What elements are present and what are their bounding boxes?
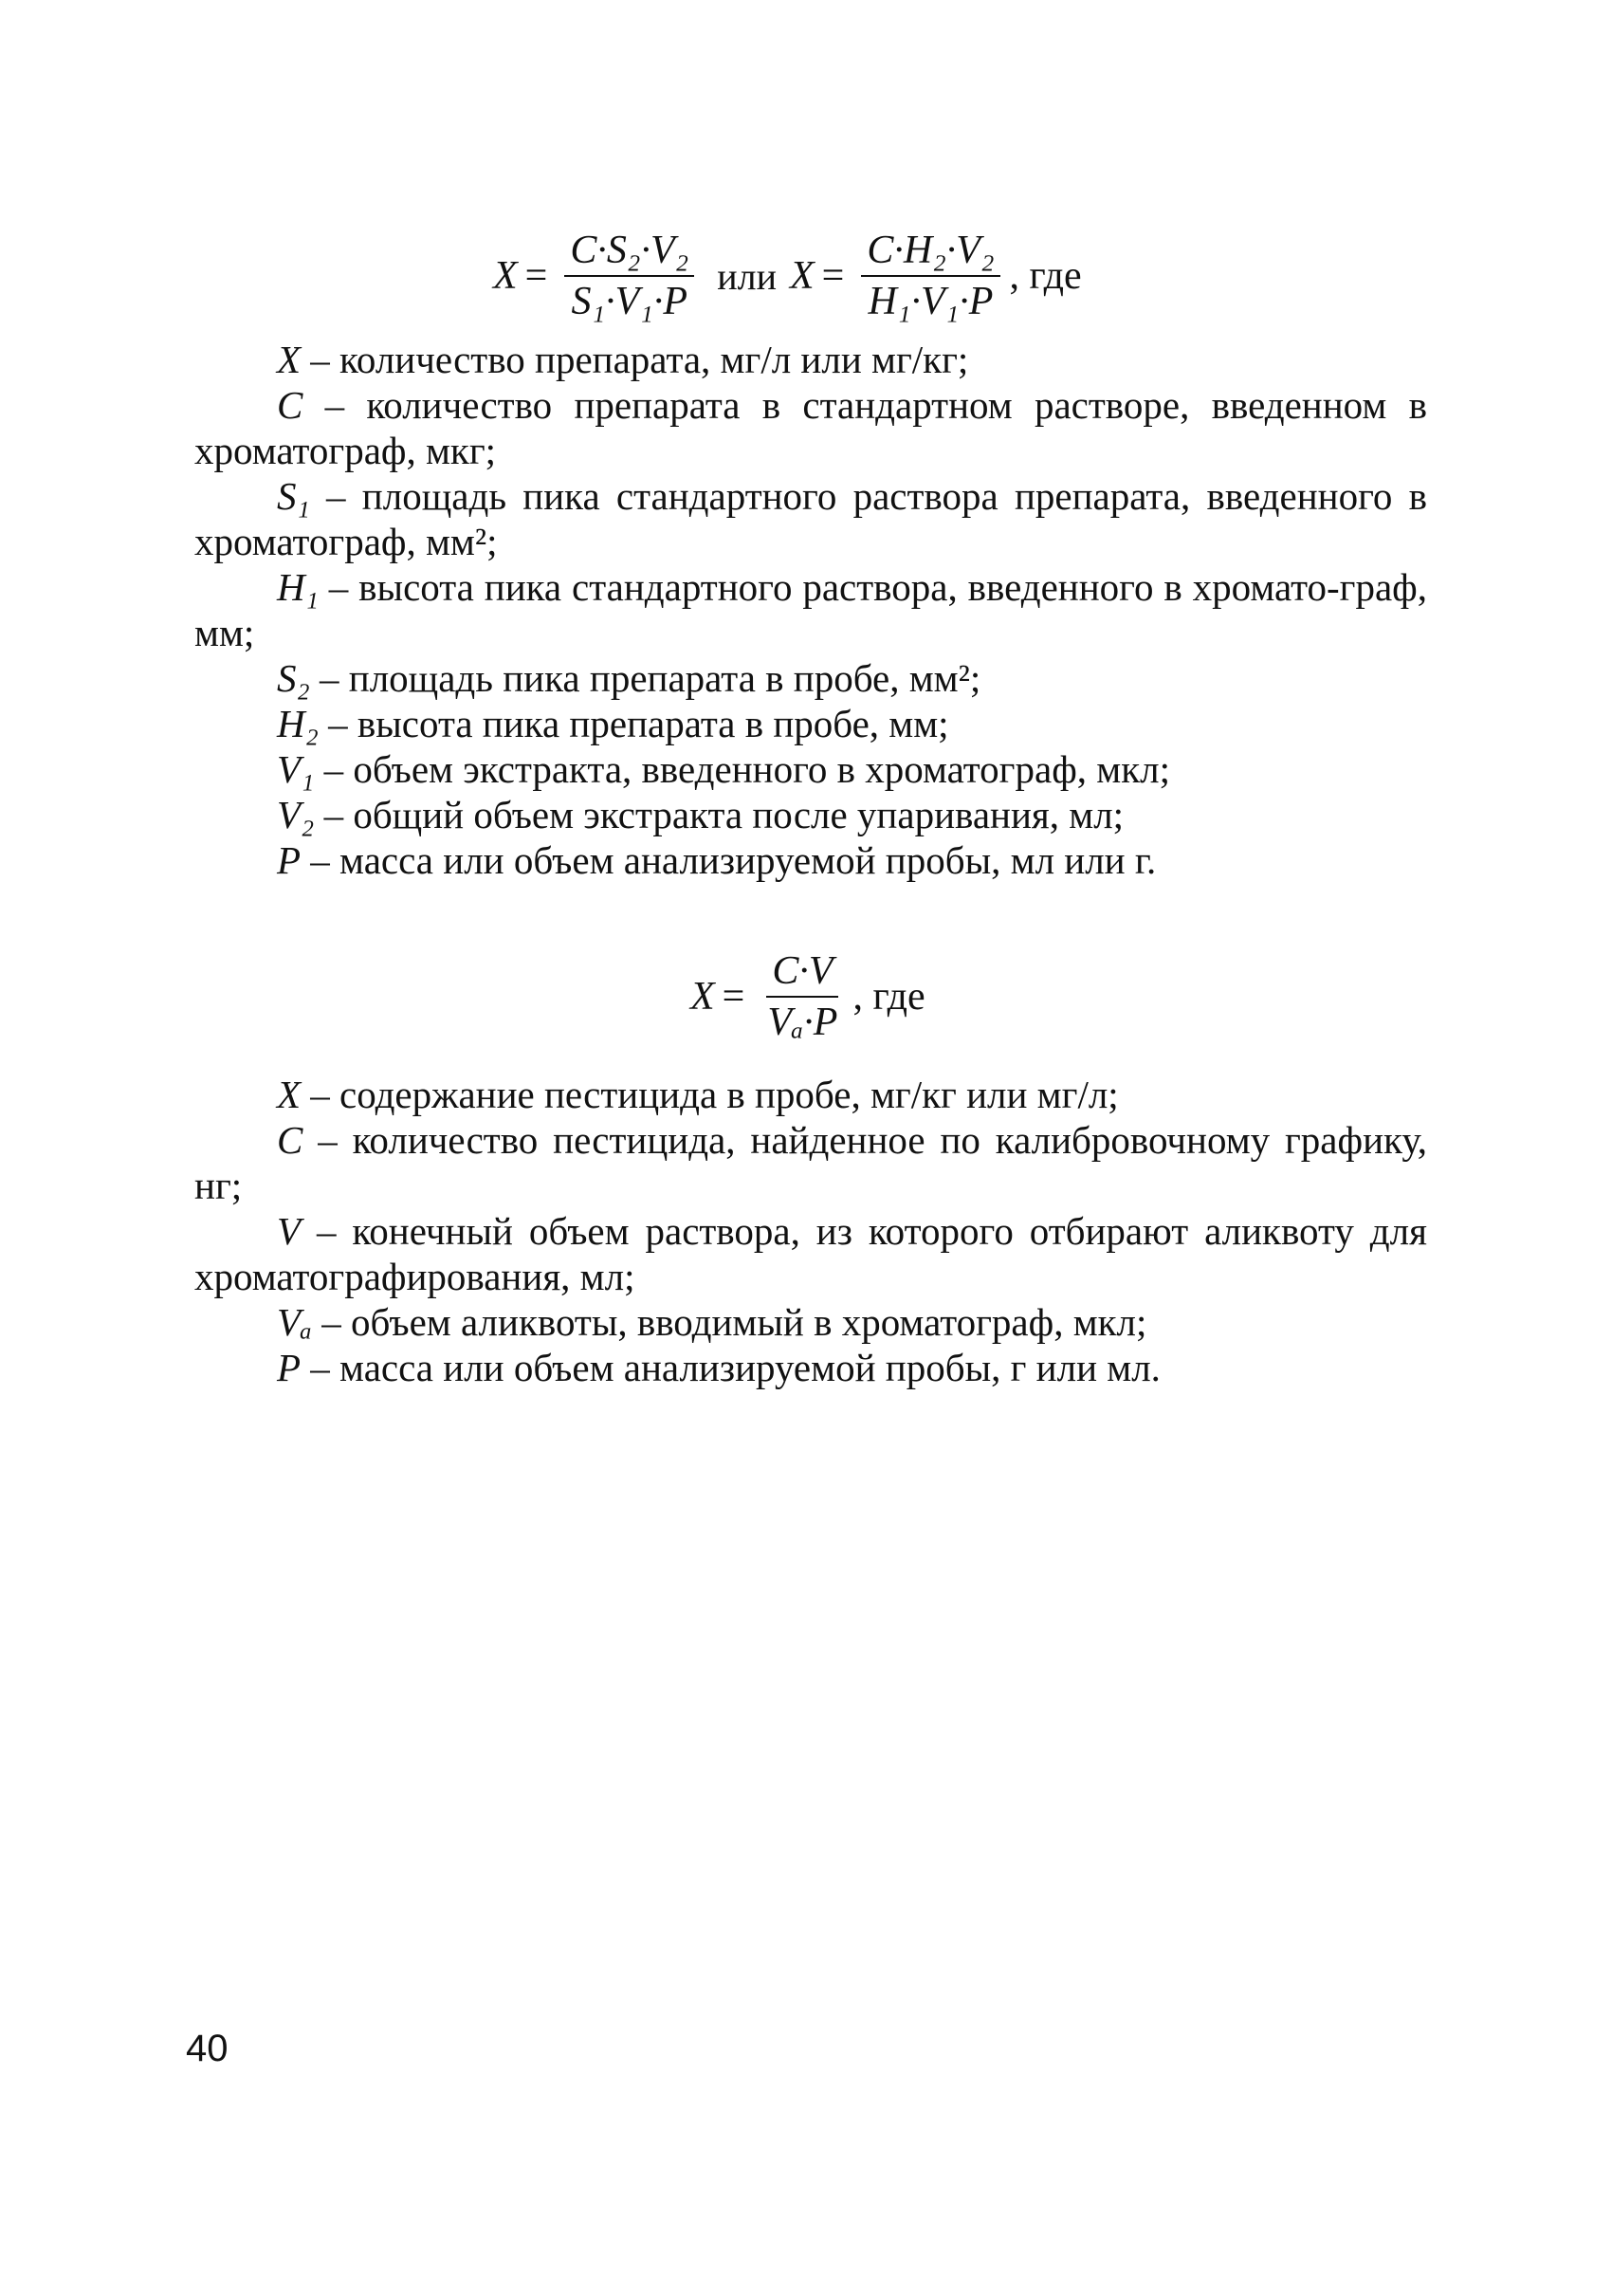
definition-symbol: P	[277, 1346, 302, 1389]
formula-1-numerator-a: C·S₂·V₂	[564, 228, 694, 277]
formula-1-lhs-b: X	[790, 254, 815, 298]
definition-item	[194, 1345, 1427, 1390]
formula-2-lhs: X	[690, 975, 715, 1019]
formula-1-lhs: X	[493, 254, 518, 298]
definition-text: – конечный объем раствора, из которого отбирают аликвоту для хроматографирования, мл;	[194, 1209, 1427, 1298]
definitions-1	[194, 337, 1427, 883]
definition-text: – содержание пестицида в пробе, мг/кг или мг/л;	[301, 1073, 1119, 1116]
formula-2-numerator: C·V	[766, 948, 838, 998]
definition-item	[194, 1208, 1427, 1299]
definition-item	[194, 1117, 1427, 1208]
definition-symbol: C	[277, 1118, 303, 1162]
definition-text: – высота пика препарата в пробе, мм;	[318, 702, 949, 745]
definition-text: – объем экстракта, введенного в хроматограф, мкл;	[314, 747, 1170, 791]
definition-item	[194, 1072, 1427, 1117]
definition-symbol: S₁	[277, 474, 310, 518]
definition-symbol: X	[277, 1073, 302, 1116]
formula-2-denominator: Vₐ·P	[767, 1001, 838, 1044]
definition-text: – высота пика стандартного раствора, введенного в хромато-граф, мм;	[194, 565, 1427, 654]
definition-item	[194, 473, 1427, 564]
definition-symbol: H₁	[277, 565, 319, 609]
definition-item	[194, 1299, 1427, 1345]
formula-2-fraction	[761, 948, 843, 1045]
definition-item	[194, 837, 1427, 883]
formula-2	[690, 948, 925, 1045]
formula-1	[493, 228, 1082, 324]
definition-symbol: V	[277, 1209, 302, 1253]
formula-2-equals: =	[722, 975, 745, 1019]
definition-item	[194, 337, 1427, 382]
formula-1-fraction-b	[861, 228, 999, 324]
definition-text: – площадь пика стандартного раствора препарата, введенного в хроматограф, мм²;	[194, 474, 1427, 563]
formula-1-suffix: , где	[1009, 254, 1082, 298]
formula-1-denominator-b: H₁·V₁·P	[868, 280, 994, 323]
definition-symbol: Vₐ	[277, 1300, 313, 1344]
definition-symbol: V₂	[277, 793, 315, 836]
definition-text: – масса или объем анализируемой пробы, мл или г.	[301, 838, 1157, 882]
definition-text: – количество пестицида, найденное по калибровочному графику, нг;	[194, 1118, 1427, 1207]
formula-1-equals: =	[524, 254, 548, 298]
formula-2-suffix: , где	[852, 975, 925, 1019]
definition-item	[194, 564, 1427, 655]
formula-1-numerator-b: C·H₂·V₂	[861, 228, 999, 277]
definition-symbol: P	[277, 838, 302, 882]
definition-item	[194, 655, 1427, 701]
formula-1-fraction-a	[564, 228, 694, 324]
definition-symbol: V₁	[277, 747, 315, 791]
definition-text: – масса или объем анализируемой пробы, г или мл.	[301, 1346, 1161, 1389]
definition-text: – общий объем экстракта после упаривания, мл;	[314, 793, 1125, 836]
definition-text: – количество препарата, мг/л или мг/кг;	[301, 338, 969, 381]
definition-text: – объем аликвоты, вводимый в хроматограф, мкл;	[312, 1300, 1147, 1344]
formula-1-equals-b: =	[821, 254, 845, 298]
formula-1-connector: или	[717, 254, 777, 298]
definition-item	[194, 382, 1427, 473]
definition-item	[194, 746, 1427, 792]
definitions-2	[194, 1072, 1427, 1390]
definition-text: – площадь пика препарата в пробе, мм²;	[309, 656, 981, 700]
definition-item	[194, 792, 1427, 837]
definition-symbol: C	[277, 383, 303, 427]
formula-1-denominator-a: S₁·V₁·P	[571, 280, 688, 323]
definition-symbol: H₂	[277, 702, 319, 745]
definition-text: – количество препарата в стандартном растворе, введенном в хроматограф, мкг;	[194, 383, 1427, 472]
definition-symbol: S₂	[277, 656, 310, 700]
definition-symbol: X	[277, 338, 302, 381]
definition-item	[194, 701, 1427, 746]
page-number: 40	[186, 2028, 229, 2069]
